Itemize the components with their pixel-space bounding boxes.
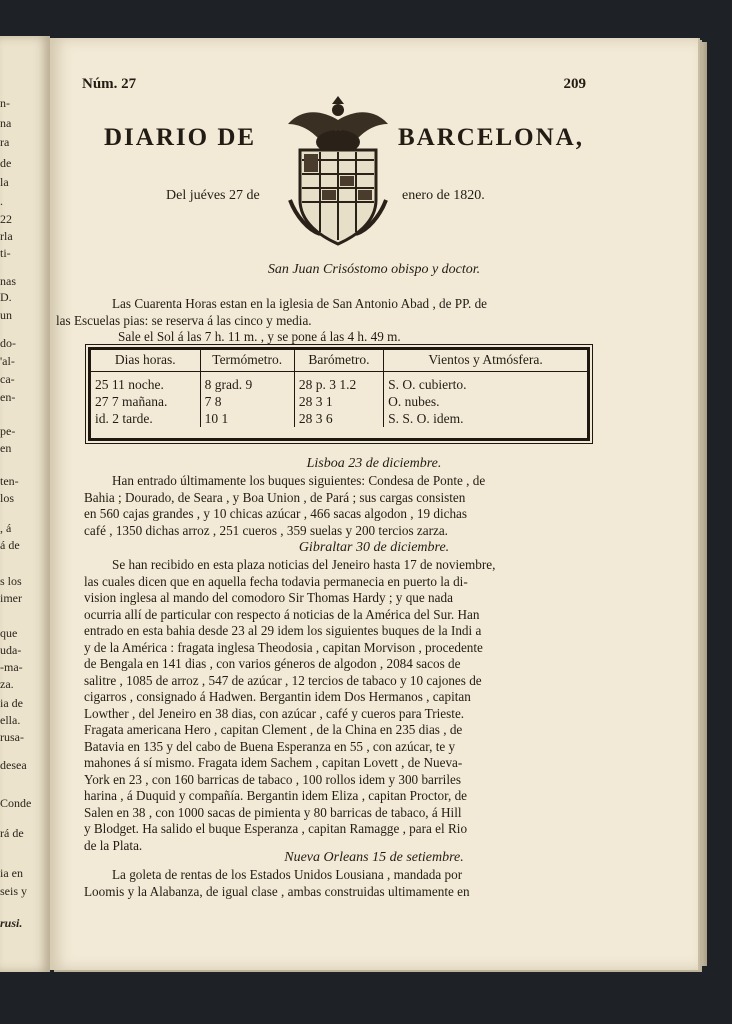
section-body-lisboa: [84, 473, 596, 539]
text-line: ocurria allí de particular con respecto á noticias de la América del Sur. Han: [84, 606, 480, 622]
left-page-fragment: seis y: [0, 884, 27, 898]
text-line: entrado en esta bahia desde 23 al 29 idem los siguientes buques de la Indi a: [84, 623, 482, 638]
table-cell: 7 8: [200, 393, 294, 410]
masthead-left: DIARIO DE: [104, 124, 257, 151]
text-line: Lowther , del Jeneiro en 38 dias, con azúcar , café y cueros para Trieste.: [84, 705, 465, 721]
col-header: Vientos y Atmósfera.: [384, 350, 587, 372]
text-line: Loomis y la Alabanza, de igual clase , ambas construidas ultimamente en: [84, 883, 470, 899]
left-page-fragment: á de: [0, 538, 20, 552]
left-page-fragment: , á: [0, 521, 12, 535]
left-page-fragment: ten-: [0, 474, 19, 488]
left-page-fragment: rusi.: [0, 916, 23, 930]
left-page-fragment: en: [0, 441, 12, 455]
left-page-fragment: D.: [0, 290, 12, 304]
table-cell: S. S. O. idem.: [388, 410, 464, 426]
left-page-fragment: los: [0, 491, 15, 505]
left-page-fragment: imer: [0, 591, 22, 605]
left-page-fragment: Conde: [0, 796, 32, 810]
text-line: salitre , 1085 de arroz , 547 de azúcar , 12 tercios de tabaco y 10 cajones de: [84, 672, 482, 688]
table-cell: 10 1: [200, 410, 294, 427]
table-cell: O. nubes.: [388, 393, 440, 409]
notice-line: Las Cuarenta Horas estan en la iglesia de San Antonio Abad , de PP. de: [112, 296, 488, 311]
left-page-fragment: .: [0, 194, 3, 208]
left-page-fragment: n-: [0, 96, 10, 110]
date-left: Del juéves 27 de: [166, 188, 260, 203]
text-line: café , 1350 dichas arroz , 251 cueros , 359 suelas y 200 tercios zarza.: [84, 522, 448, 538]
col-header: Barómetro.: [294, 350, 383, 372]
left-page-fragment: rla: [0, 229, 13, 243]
left-page-fragment: ia en: [0, 866, 23, 880]
table-row: [91, 393, 587, 410]
left-page-fragment: desea: [0, 758, 27, 772]
section-heading-gibraltar: Gibraltar 30 de diciembre.: [298, 540, 450, 555]
left-page-fragment: rusa-: [0, 730, 24, 744]
table-cell: 27 7 mañana.: [91, 393, 200, 410]
table-cell: S. O. cubierto.: [388, 376, 467, 392]
table-cell: 28 3 6: [294, 410, 383, 427]
table-cell: 28 3 1: [294, 393, 383, 410]
text-line: las cuales dicen que en aquella fecha todavia permanecia en puerto la di-: [84, 573, 468, 589]
left-page-fragment: s los: [0, 574, 22, 588]
section-body-gibraltar: [84, 557, 596, 854]
left-page-fragment: uda-: [0, 643, 22, 657]
saint-of-day: San Juan Crisóstomo obispo y doctor.: [267, 262, 481, 277]
left-page-fragment: pe-: [0, 424, 16, 438]
table-row: [91, 410, 587, 427]
table-cell: id. 2 tarde.: [91, 410, 200, 427]
newspaper-page: [50, 38, 698, 970]
text-line: de la Plata.: [84, 837, 143, 853]
text-line: York en 23 , con 160 barricas de tabaco , 100 rollos idem y 300 barriles: [84, 771, 461, 787]
masthead-right: BARCELONA,: [398, 124, 584, 151]
table-cell: 8 grad. 9: [200, 372, 294, 394]
left-page-fragment: 22: [0, 212, 12, 226]
left-page-fragment: 'al-: [0, 354, 15, 368]
text-line: en 560 cajas grandes , y 10 chicas azúcar , 466 sacas algodon , 19 dichas: [84, 506, 468, 521]
table-cell: 25 11 noche.: [91, 372, 200, 394]
left-page-fragment: ti-: [0, 246, 11, 260]
text-line: Salen en 38 , con 1000 sacas de pimienta y 80 barricas de tabaco, á Hill: [84, 804, 462, 820]
table-row: [91, 372, 587, 394]
left-page-fragment: do-: [0, 336, 16, 350]
text-line: cigarros , consignado á Hadwen. Bergantin idem Dos Hermanos , capitan: [84, 689, 471, 704]
page-edge: [697, 42, 707, 966]
notice-paragraph: [56, 296, 596, 329]
text-line: Fragata americana Hero , capitan Clement , de la China en 235 dias , de: [84, 722, 463, 737]
text-line: harina , á Duquid y compañía. Bergantin idem Eliza , capitan Proctor, de: [84, 788, 468, 803]
text-line: vision inglesa al mando del comodoro Sir Thomas Hardy ; y que nada: [84, 590, 453, 605]
left-page-fragment: ella.: [0, 713, 21, 727]
left-page-fragment: rá de: [0, 826, 24, 840]
left-page-fragment: za.: [0, 677, 14, 691]
left-page-fragment: ra: [0, 135, 10, 149]
text-line: Batavia en 135 y del cabo de Buena Esperanza en 55 , con azúcar, te y: [84, 738, 456, 754]
weather-table: [88, 347, 590, 441]
coat-of-arms-crest-icon: [282, 90, 394, 250]
section-heading-nueva-orleans: Nueva Orleans 15 de setiembre.: [284, 850, 464, 865]
text-line: Se han recibido en esta plaza noticias del Jeneiro hasta 17 de noviembre,: [112, 557, 496, 572]
text-line: Han entrado últimamente los buques siguientes: Condesa de Ponte , de: [112, 473, 486, 488]
col-header: Dias horas.: [91, 350, 200, 372]
page-number: 209: [563, 76, 586, 92]
section-heading-lisboa: Lisboa 23 de diciembre.: [306, 456, 442, 471]
left-page-fragment: en-: [0, 390, 16, 404]
left-page-fragment: un: [0, 308, 12, 322]
text-line: Bahia ; Dourado, de Seara , y Boa Union , de Pará ; sus cargas consisten: [84, 489, 466, 505]
date-right: enero de 1820.: [402, 188, 485, 203]
notice-line: las Escuelas pias: se reserva á las cinco y media.: [56, 312, 312, 328]
section-body-nueva-orleans: [84, 867, 596, 900]
sun-times: Sale el Sol á las 7 h. 11 m. , y se pone á las 4 h. 49 m.: [118, 329, 401, 344]
left-page-fragment: la: [0, 175, 9, 189]
left-page-fragment: que: [0, 626, 18, 640]
left-page: [0, 36, 50, 972]
left-page-fragment: ca-: [0, 372, 15, 386]
text-line: y de la América : fragata inglesa Theodosia , capitan Morvison , procedente: [84, 639, 483, 655]
left-page-fragment: de: [0, 156, 12, 170]
text-line: mahones á sí mismo. Fragata idem Sachem , capitan Lovett , de Nueva-: [84, 755, 463, 770]
text-line: de Bengala en 141 dias , con varios géneros de algodon , 2084 sacos de: [84, 656, 461, 671]
text-line: y Blodget. Ha salido el buque Esperanza , capitan Ramagge , para el Rio: [84, 821, 468, 836]
left-page-fragment: -ma-: [0, 660, 23, 674]
left-page-fragment: nas: [0, 274, 16, 288]
col-header: Termómetro.: [200, 350, 294, 372]
left-page-fragment: na: [0, 116, 12, 130]
left-page-fragment: ia de: [0, 696, 23, 710]
table-cell: 28 p. 3 1.2: [294, 372, 383, 394]
issue-number: Núm. 27: [82, 76, 137, 92]
text-line: La goleta de rentas de los Estados Unidos Lousiana , mandada por: [112, 867, 463, 882]
